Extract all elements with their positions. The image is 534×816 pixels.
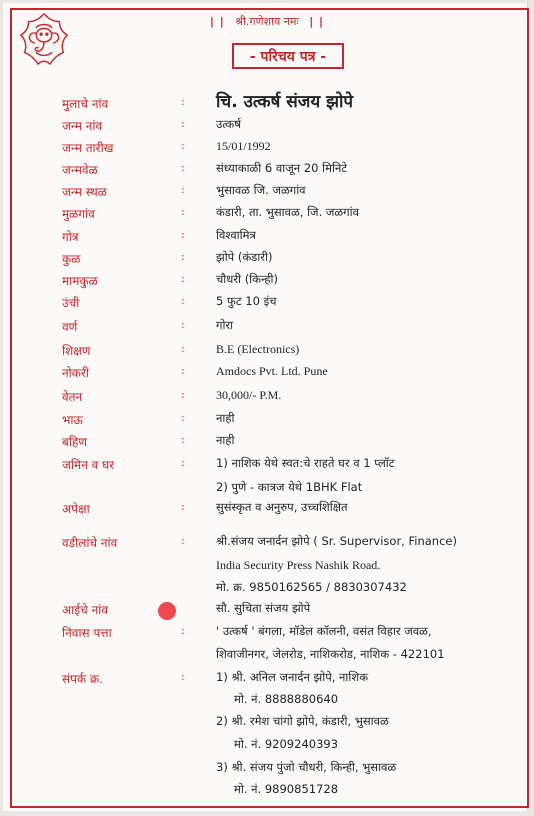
field-label: जन्म नांव (62, 119, 103, 133)
field-colon: : (181, 364, 185, 377)
field-value: शिवाजीनगर, जेलरोड, नाशिकरोड, नाशिक - 422101 (216, 647, 445, 661)
field-value: झोपे (कंडारी) (216, 250, 273, 264)
field-value: मो. क्र. 9850162565 / 8830307432 (216, 580, 407, 594)
field-label: वडीलांचे नांव (62, 536, 118, 550)
document-title (232, 43, 344, 69)
field-colon: : (181, 456, 185, 469)
invocation-bar-left: | | (209, 15, 225, 28)
field-label: शिक्षण (62, 344, 91, 358)
field-label: अपेक्षा (62, 502, 90, 516)
field-value: मो. नं. 9209240393 (234, 737, 339, 751)
field-colon: : (181, 294, 185, 307)
field-label: उंची (62, 296, 80, 310)
field-value: कंडारी, ता. भुसावळ, जि. जळगांव (216, 205, 360, 219)
field-colon: : (181, 670, 185, 683)
document-title-text: - परिचय पत्र - (249, 48, 327, 65)
field-value: 2) पुणे - कात्रज येथे 1BHK Flat (216, 480, 363, 494)
field-value: 30,000/- P.M. (216, 388, 282, 402)
field-value: चि. उत्कर्ष संजय झोपे (216, 92, 354, 112)
field-colon: : (181, 500, 185, 513)
red-dot-icon (158, 602, 176, 620)
field-value: B.E (Electronics) (216, 342, 300, 356)
field-colon: : (181, 183, 185, 196)
field-value: 1) नाशिक येथे स्वत:चे राहते घर व 1 प्लॉट (216, 456, 395, 470)
field-label: कुळ (62, 252, 81, 266)
field-colon: : (181, 624, 185, 637)
field-colon: : (181, 117, 185, 130)
field-value: 5 फुट 10 इंच (216, 294, 277, 308)
field-label: संपर्क क्र. (62, 672, 103, 686)
field-colon: : (181, 139, 185, 152)
field-label: मुलाचे नांव (62, 97, 109, 111)
invocation-text: श्री.गणेशाय नमः (235, 15, 299, 28)
field-label: गोत्र (62, 230, 79, 244)
field-value: संध्याकाळी 6 वाजून 20 मिनिटे (216, 161, 348, 175)
field-colon: : (181, 250, 185, 263)
field-label: मुळगांव (62, 207, 95, 221)
field-value: सुसंस्कृत व अनुरुप, उच्चशिक्षित (216, 500, 348, 514)
field-value: श्री.संजय जनार्दन झोपे ( Sr. Supervisor, Finance) (216, 534, 457, 548)
field-value: भुसावळ जि. जळगांव (216, 183, 306, 197)
field-value: मो. नं. 8888880640 (234, 692, 339, 706)
field-label: जन्मवेळ (62, 163, 98, 177)
field-label: मामकुळ (62, 274, 98, 288)
field-label: जन्म तारीख (62, 141, 114, 155)
field-value: 3) श्री. संजय पुंजो चौधरी, किन्ही, भुसावळ (216, 760, 397, 774)
field-label: वर्ण (62, 320, 78, 334)
field-label: भाऊ (62, 413, 83, 427)
field-value: नाही (216, 433, 235, 447)
field-value: विश्वामित्र (216, 228, 256, 242)
field-value: नाही (216, 411, 235, 425)
field-label: निवास पत्ता (62, 626, 112, 640)
field-colon: : (181, 388, 185, 401)
field-value: Amdocs Pvt. Ltd. Pune (216, 364, 328, 378)
field-label: आईचे नांव (62, 603, 109, 617)
field-label: जन्म स्थळ (62, 185, 107, 199)
field-value: India Security Press Nashik Road. (216, 558, 381, 572)
field-value: चौधरी (किन्ही) (216, 272, 278, 286)
field-colon: : (181, 433, 185, 446)
field-colon: : (181, 534, 185, 547)
field-value: 1) श्री. अनिल जनार्दन झोपे, नाशिक (216, 670, 369, 684)
field-value: मो. नं. 9890851728 (234, 782, 339, 796)
field-value: 15/01/1992 (216, 139, 271, 153)
field-label: बहिण (62, 435, 88, 449)
field-label: वेतन (62, 390, 83, 404)
field-value: 2) श्री. रमेश चांगो झोपे, कंडारी, भुसावळ (216, 714, 389, 728)
field-colon: : (181, 411, 185, 424)
field-value: ' उत्कर्ष ' बंगला, मॉडेल कॉलनी, वसंत विहार जवळ, (216, 624, 432, 638)
field-value: गोरा (216, 318, 234, 332)
field-colon: : (181, 272, 185, 285)
field-colon: : (181, 205, 185, 218)
invocation-line (0, 14, 534, 29)
field-label: नोकरी (62, 366, 90, 380)
field-colon: : (181, 161, 185, 174)
field-label: जमिन व घर (62, 458, 115, 472)
field-colon: : (181, 318, 185, 331)
field-colon: : (181, 342, 185, 355)
field-value: उत्कर्ष (216, 117, 241, 131)
invocation-bar-right: | | (309, 15, 325, 28)
field-colon: : (181, 95, 185, 108)
field-value: सौ. सुचिता संजय झोपे (216, 601, 311, 615)
field-colon: : (181, 228, 185, 241)
